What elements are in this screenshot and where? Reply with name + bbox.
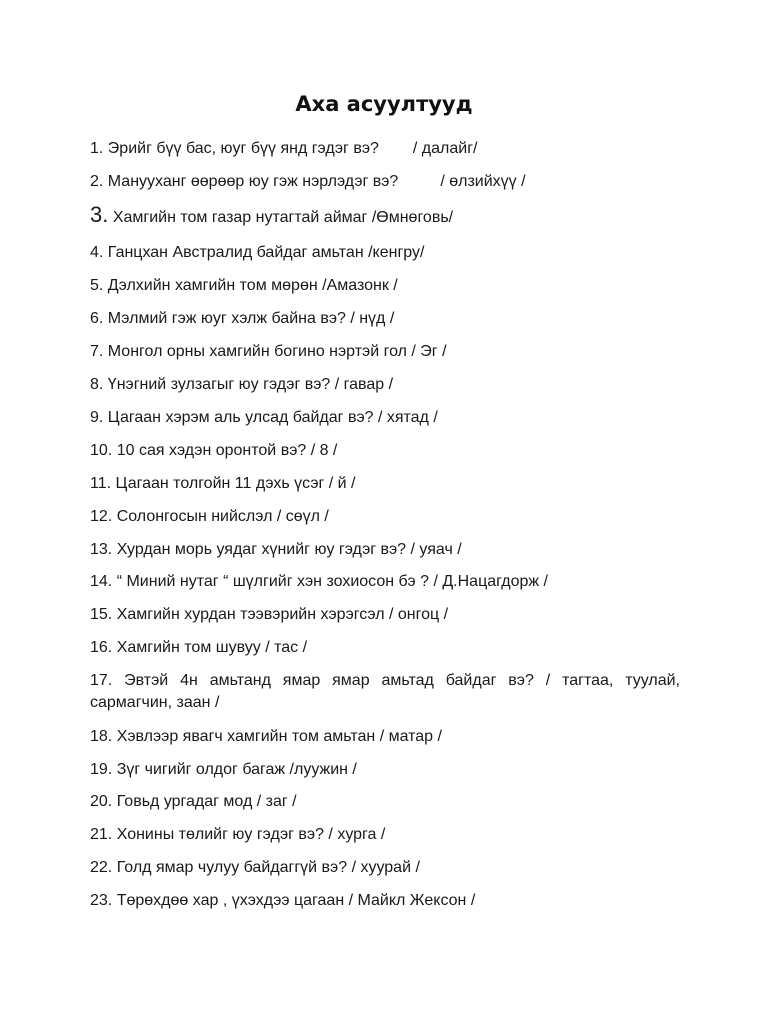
question-item (90, 857, 680, 879)
question-number: 14. (90, 573, 113, 590)
question-number: 20. (90, 793, 113, 810)
question-number: 12. (90, 508, 113, 525)
question-number: 8. (90, 376, 104, 393)
question-text: Эвтэй 4н амьтанд ямар ямар амьтад байдаг вэ? / тагтаа, туулай, сармагчин, заан / (90, 672, 681, 711)
question-item (90, 670, 680, 714)
question-text: Цагаан толгойн 11 дэхь үсэг / й / (115, 475, 356, 492)
question-text: Манууханг өөрөөр юу гэж нэрлэдэг вэ? (107, 173, 399, 190)
question-number: 17. (90, 672, 113, 689)
question-text: Хамгийн хурдан тээвэрийн хэрэгсэл / онгоц / (116, 606, 449, 623)
question-item (90, 275, 680, 297)
question-text: Говьд ургадаг мод / заг / (116, 793, 297, 810)
question-item (90, 890, 680, 912)
question-item (90, 539, 680, 561)
question-text: Монгол орны хамгийн богино нэртэй гол / Эг / (107, 343, 447, 360)
question-text: Солонгосын нийслэл / сөүл / (116, 508, 329, 525)
question-number: 16. (90, 639, 113, 656)
question-number: 10. (90, 442, 113, 459)
question-text: Хэвлээр явагч хамгийн том амьтан / матар / (116, 728, 442, 745)
question-item (90, 242, 680, 264)
question-item (90, 374, 680, 396)
question-item (90, 440, 680, 462)
question-answer: / өлзийхүү / (440, 173, 526, 190)
question-item (90, 171, 680, 193)
question-item (90, 506, 680, 528)
question-text: Зүг чигийг олдог багаж /луужин / (116, 761, 357, 778)
question-number: 13. (90, 541, 113, 558)
question-item (90, 308, 680, 330)
question-item (90, 473, 680, 495)
question-text: Хамгийн том газар нутагтай аймаг /Өмнөговь/ (112, 209, 454, 226)
question-item (90, 759, 680, 781)
question-text: Голд ямар чулуу байдаггүй вэ? / хуурай / (116, 859, 420, 876)
question-number: 6. (90, 310, 104, 327)
question-number: 7. (90, 343, 104, 360)
question-text: “ Миний нутаг “ шүлгийг хэн зохиосон бэ ? / Д.Нацагдорж / (116, 573, 548, 590)
question-item (90, 637, 680, 659)
question-item (90, 824, 680, 846)
question-text: Цагаан хэрэм аль улсад байдаг вэ? / хятад / (107, 409, 438, 426)
question-item (90, 138, 680, 160)
document-title: Аха асуултууд (295, 92, 473, 116)
question-number: 2. (90, 173, 104, 190)
question-text: Төрөхдөө хар , үхэхдээ цагаан / Майкл Жексон / (116, 892, 476, 909)
question-number: 18. (90, 728, 113, 745)
question-number: 11. (90, 475, 112, 492)
question-number: 4. (90, 244, 104, 261)
question-number: 3. (90, 202, 109, 227)
question-item (90, 604, 680, 626)
question-text: Мэлмий гэж юуг хэлж байна вэ? / нүд / (107, 310, 395, 327)
question-item (90, 204, 680, 229)
question-text: Хонины төлийг юу гэдэг вэ? / хурга / (116, 826, 386, 843)
question-text: Хамгийн том шувуу / тас / (116, 639, 308, 656)
question-item (90, 407, 680, 429)
question-item (90, 726, 680, 748)
question-item (90, 571, 680, 593)
question-number: 1. (90, 140, 104, 157)
question-text: Эрийг бүү бас, юуг бүү янд гэдэг вэ? (107, 140, 379, 157)
question-number: 23. (90, 892, 113, 909)
question-text: 10 сая хэдэн оронтой вэ? / 8 / (116, 442, 338, 459)
question-text: Ганцхан Австралид байдаг амьтан /кенгру/ (107, 244, 425, 261)
question-answer: / далайг/ (412, 140, 478, 157)
question-number: 22. (90, 859, 113, 876)
question-item (90, 791, 680, 813)
question-number: 19. (90, 761, 113, 778)
question-text: Үнэгний зулзагыг юу гэдэг вэ? / гавар / (107, 376, 394, 393)
question-item (90, 341, 680, 363)
question-number: 15. (90, 606, 113, 623)
question-number: 21. (90, 826, 113, 843)
question-text: Дэлхийн хамгийн том мөрөн /Амазонк / (107, 277, 398, 294)
question-number: 5. (90, 277, 104, 294)
question-text: Хурдан морь уядаг хүнийг юу гэдэг вэ? / уяач / (116, 541, 462, 558)
question-number: 9. (90, 409, 104, 426)
